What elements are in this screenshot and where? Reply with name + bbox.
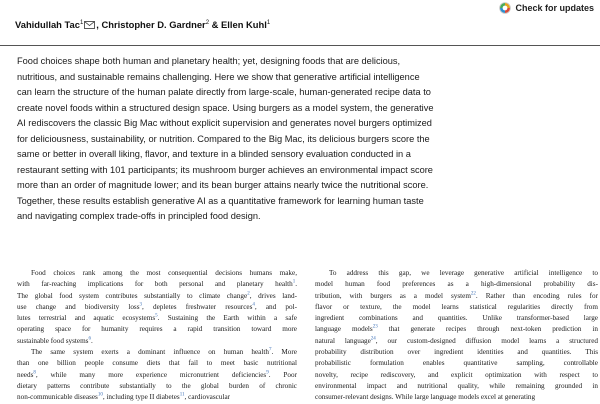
body-text: , drives land-	[249, 291, 297, 300]
body-text-line	[315, 313, 598, 324]
body-text: than one billion people consume diets that fail to meet basic nutritional	[17, 359, 297, 368]
body-text-line	[17, 268, 297, 279]
body-text-line	[315, 336, 598, 347]
author-affiliation-sup: 1	[266, 19, 271, 26]
citation-ref[interactable]: 3	[139, 302, 143, 308]
body-text-line	[17, 370, 297, 381]
check-for-updates-label: Check for updates	[515, 3, 594, 13]
citation-ref[interactable]: 8	[33, 370, 36, 376]
body-column-right	[315, 268, 598, 404]
check-for-updates-button[interactable]	[495, 0, 600, 16]
author-separator: &	[209, 19, 222, 30]
body-text: operating space for humanity requires a rapid transition toward more	[17, 325, 297, 334]
body-text-line	[17, 347, 297, 358]
citation-ref[interactable]: 10	[97, 392, 103, 398]
body-text: environmental impact and nutritional quality, while remaining grounded in	[315, 381, 598, 390]
body-text: , cardiovascular	[184, 393, 231, 402]
abstract-line: Together, these results establish generative AI as a quantitative framework for learning human taste	[17, 195, 424, 206]
author-name: Vahidullah Tac	[15, 19, 80, 30]
email-icon[interactable]	[84, 21, 95, 29]
body-column-left	[17, 268, 297, 404]
abstract-line: create novel foods within a structured design space. Using burgers as a model system, the generative	[17, 102, 434, 113]
abstract-line: restaurant setting with 101 participants; its mushroom burger achieves an environmental impact score	[17, 164, 433, 175]
body-text: . Sustaining the Earth within a safe	[157, 314, 297, 323]
body-text: non-communicable diseases	[17, 393, 98, 402]
body-text: , and pol-	[254, 302, 297, 311]
body-text: . Rather than encoding rules for	[475, 291, 598, 300]
body-text: sustainable food systems	[17, 336, 89, 345]
citation-ref[interactable]: 9	[266, 370, 269, 376]
body-text: , including type II diabetes	[102, 393, 180, 402]
abstract-line: and navigating complex trade-offs in principled food design.	[17, 211, 261, 221]
body-text: consumer-relevant designs. While large language models excel at generating	[315, 393, 536, 402]
abstract-line: nutritious, and sustainable remains challenging. Here we show that generative artificial intelligence	[17, 71, 420, 82]
body-text: natural language	[315, 336, 371, 345]
check-for-updates-icon	[499, 2, 511, 14]
body-text: .	[90, 336, 93, 345]
body-text-line	[315, 324, 598, 335]
abstract-line: Food choices shape both human and planetary health; yet, designing foods that are delicious,	[17, 56, 401, 66]
body-text-line	[17, 358, 297, 369]
body-text: tribution, with burgers as a model system	[315, 291, 471, 300]
header-divider	[0, 45, 600, 46]
body-text-line	[17, 392, 297, 403]
body-text: dietary patterns contribute substantially to the global burden of chronic	[17, 381, 297, 390]
citation-ref[interactable]: 2	[247, 291, 250, 297]
body-text-line	[315, 347, 598, 358]
body-text: , our custom-designed diffusion model learns a structured	[375, 336, 598, 345]
abstract-line: AI rediscovers the classic Big Mac without explicit supervision and generates novel burgers optimized	[17, 118, 432, 128]
body-text-line	[315, 279, 598, 290]
body-text-line	[315, 291, 598, 302]
body-text: ingredient combinations and quantities. Unlike transformer-based large	[315, 314, 598, 323]
body-text: language models	[315, 325, 373, 334]
body-text-line	[315, 381, 598, 392]
body-text: model human food preferences as a high-dimensional probability dis-	[315, 280, 598, 289]
author-name: Ellen Kuhl	[221, 19, 267, 30]
body-text-line	[17, 324, 297, 335]
citation-ref[interactable]: 1	[292, 279, 296, 285]
author-affiliation-sup: 2	[205, 19, 210, 26]
abstract-line: can learn the structure of the human palate directly from large-scale, human-generated recipe data to	[17, 87, 431, 97]
body-text: , while many more experience micronutrient deficiencies	[35, 370, 267, 379]
author-name: Christopher D. Gardner	[101, 19, 206, 30]
abstract-line: same or better in overall liking, flavor, and texture in a blinded sensory evaluation conducted in a	[17, 149, 411, 159]
citation-ref[interactable]: 6	[88, 336, 91, 342]
body-text-line	[17, 279, 297, 290]
citation-ref[interactable]: 5	[155, 313, 158, 319]
body-text-line	[315, 370, 598, 381]
author-list	[15, 19, 270, 30]
author-affiliation-sup: 1	[79, 19, 84, 26]
body-text: needs	[17, 370, 34, 379]
body-text: probabilistic formulation enables quantitative sampling, controllable	[315, 359, 598, 368]
body-text-line	[315, 268, 598, 279]
body-text: .	[295, 280, 297, 289]
citation-ref[interactable]: 11	[179, 392, 185, 398]
body-text: , depletes freshwater resources	[142, 302, 253, 311]
citation-ref[interactable]: 23	[372, 325, 378, 331]
citation-ref[interactable]: 24	[370, 336, 376, 342]
body-text: that generate recipes through next-token prediction in	[377, 325, 598, 334]
body-text: To address this gap, we leverage generative artificial intelligence to	[329, 269, 598, 277]
abstract	[17, 54, 599, 225]
citation-ref[interactable]: 22	[470, 291, 476, 297]
body-text: . Poor	[268, 370, 297, 379]
body-text: use change and biodiversity loss	[17, 302, 140, 311]
body-text-line	[17, 336, 297, 347]
citation-ref[interactable]: 7	[268, 347, 272, 353]
body-text: . More	[271, 348, 297, 357]
author-separator: ,	[96, 19, 102, 30]
citation-ref[interactable]: 4	[252, 302, 255, 308]
body-text-line	[17, 381, 297, 392]
body-text-line	[315, 358, 598, 369]
abstract-line: more than an order of magnitude lower; and its bean burger attains nearly twice the nutritional score.	[17, 180, 429, 190]
body-text: The same system exerts a dominant influence on human health	[31, 348, 269, 357]
body-text: novelty, recipe rediscovery, and explicit optimization with respect to	[315, 370, 598, 379]
body-text-line	[315, 392, 598, 403]
body-text: lutes terrestrial and aquatic ecosystems	[17, 314, 156, 323]
body-text-line	[17, 291, 297, 302]
body-text-line	[17, 302, 297, 313]
body-text-line	[315, 302, 598, 313]
body-text: flavor or texture, the model learns statistical regularities directly from	[315, 302, 598, 311]
body-text-line	[17, 313, 297, 324]
body-text: with far-reaching implications for both personal and planetary health	[17, 280, 293, 289]
abstract-line: for deliciousness, sustainability, or nutrition. Compared to the Big Mac, its delicious burgers score the	[17, 133, 430, 144]
body-text: probability distribution over ingredient identities and quantities. This	[315, 348, 598, 357]
body-text: Food choices rank among the most consequential decisions humans make,	[31, 269, 297, 277]
body-text: The global food system contributes substantially to climate change	[17, 291, 248, 300]
